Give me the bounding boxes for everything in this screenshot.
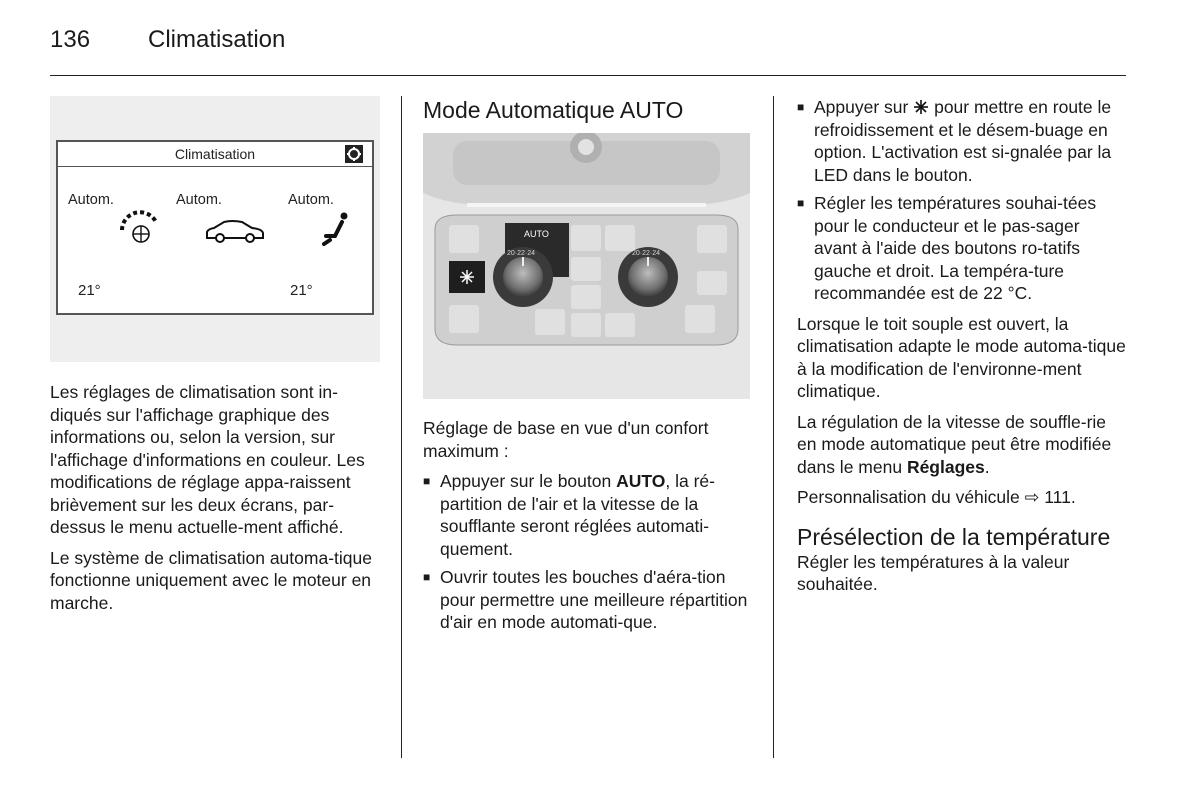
snowflake-icon <box>460 270 474 284</box>
list-item: ■ Régler les températures souhai-tées pour le conducteur et le pas-sager avant à l'aide des boutons ro-tatifs gauche et droit. La tempéra-ture recommandée est de 22 °C. <box>797 193 1097 303</box>
section-heading: Présélection de la température <box>797 523 1111 550</box>
seat-icon <box>320 210 352 250</box>
center-mode-label: Autom. <box>176 192 222 208</box>
bullet-list <box>797 96 1127 305</box>
display-figure <box>50 96 380 362</box>
list-item: ■ Appuyer sur pour mettre en route le refroidissement et le désem-buage en option. L'activation est si-gnalée par la LED dans le bouton. <box>797 97 1112 185</box>
paragraph: Lorsque le toit souple est ouvert, la climatisation adapte le mode automa-tique à la modification de l'environne-ment climatique. <box>797 313 1126 401</box>
right-mode-label: Autom. <box>288 192 334 208</box>
bullet: ■ <box>423 570 431 584</box>
right-temperature: 21° <box>290 282 313 299</box>
climate-display-screen <box>56 140 374 315</box>
auto-button-label: AUTO <box>524 229 549 239</box>
paragraph: Le système de climatisation automa-tique fonctionne uniquement avec le moteur en marche. <box>50 547 372 613</box>
console-figure <box>423 133 750 399</box>
display-title-bar <box>58 142 372 167</box>
paragraph: Réglage de base en vue d'un confort maximum : <box>423 418 709 461</box>
column-divider <box>773 96 774 758</box>
reference-page[interactable]: 111 <box>1044 487 1071 507</box>
column-2 <box>423 96 753 124</box>
column-1 <box>50 381 385 622</box>
snowflake-icon <box>913 99 929 115</box>
header-rule <box>50 75 1126 76</box>
car-icon <box>204 218 266 246</box>
paragraph: Les réglages de climatisation sont in-diqués sur l'affichage graphique des informations ou, selon la version, sur l'affichage d'informations en couleur. Les modifications de réglage appa-raissent brièvement sur les deux écrans, par-dessus le menu actuelle-ment affiché. <box>50 382 365 537</box>
svg-text:20·22·24: 20·22·24 <box>507 250 536 257</box>
page-number: 136 <box>50 26 91 53</box>
paragraph: Régler les températures à la valeur souhaitée. <box>797 551 1070 594</box>
settings-icon <box>344 144 364 164</box>
bullet: ■ <box>797 196 805 210</box>
left-temperature: 21° <box>78 282 101 299</box>
auto-term: AUTO <box>616 471 666 491</box>
list-item: ■ Appuyer sur le bouton AUTO, la ré-partition de l'air et la vitesse de la soufflante seront réglées automati-quement. <box>423 471 715 559</box>
page-title: Climatisation <box>148 26 286 53</box>
menu-term: Réglages <box>906 456 985 477</box>
paragraph: La régulation de la vitesse de souffle-rie en mode automatique peut être modifiée dans le menu Réglages. <box>797 411 1112 477</box>
display-title: Climatisation <box>174 146 256 162</box>
climate-console-illustration <box>423 133 750 399</box>
column-divider <box>401 96 402 758</box>
column-2-text <box>423 417 753 642</box>
column-3 <box>797 96 1127 604</box>
reference-arrow-icon: ⇨ <box>1024 487 1040 507</box>
list-item: ■ Ouvrir toutes les bouches d'aéra-tion pour permettre une meilleure répartition d'air en mode automati-que. <box>423 567 748 632</box>
cross-reference[interactable]: Personnalisation du véhicule ⇨ 111. <box>797 487 1076 507</box>
left-mode-label: Autom. <box>68 192 114 208</box>
bullet-list <box>423 470 753 634</box>
section-heading: Mode Automatique AUTO <box>423 97 684 123</box>
fan-icon <box>116 208 162 248</box>
svg-text:20·22·24: 20·22·24 <box>632 250 661 257</box>
bullet: ■ <box>797 100 805 114</box>
bullet: ■ <box>423 474 431 488</box>
